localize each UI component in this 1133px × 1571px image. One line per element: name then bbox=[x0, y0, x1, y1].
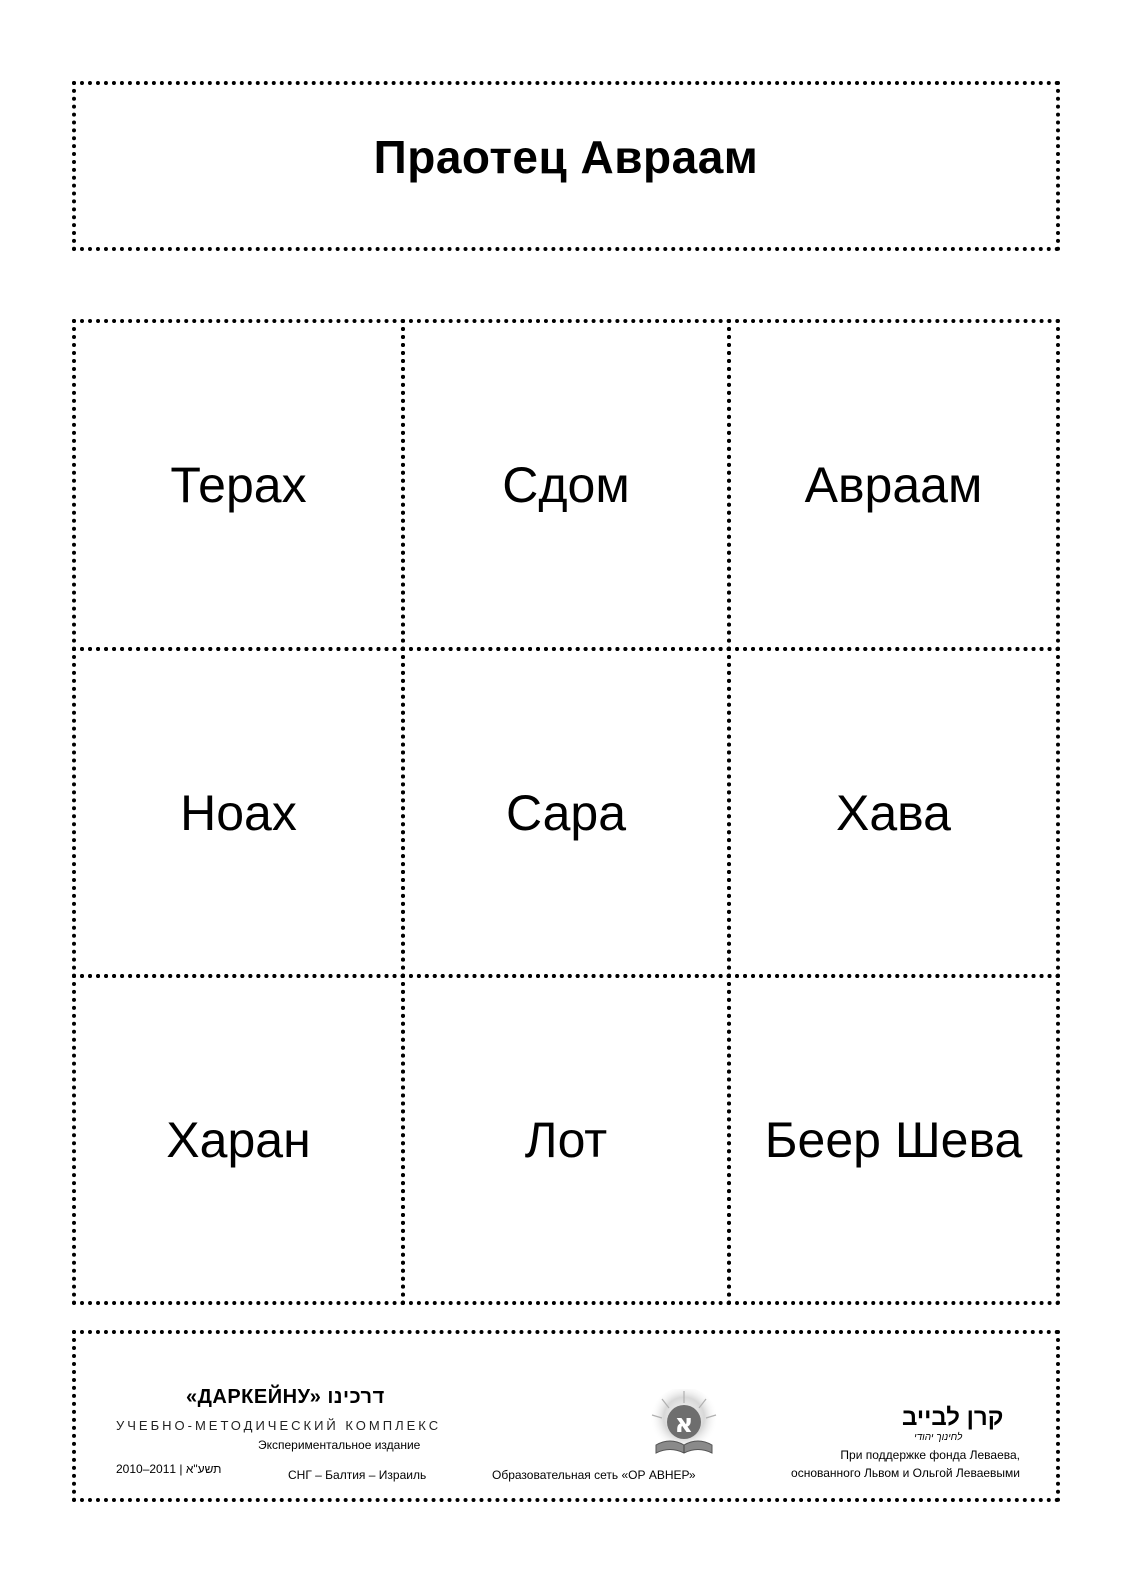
card bbox=[72, 647, 405, 978]
card-label: Хава bbox=[836, 784, 951, 841]
support-line: При поддержке фонда Леваева, bbox=[840, 1448, 1020, 1462]
card-label: Беер Шева bbox=[764, 1111, 1023, 1168]
card bbox=[401, 974, 731, 1305]
card-label: Лот bbox=[524, 1111, 608, 1168]
card-label: Авраам bbox=[804, 457, 983, 513]
card bbox=[727, 647, 1060, 978]
brand-region: СНГ – Балтия – Израиль bbox=[288, 1468, 427, 1482]
brand-title: «ДАРКЕЙНУ» דרכינו bbox=[186, 1386, 385, 1408]
or-avner-logo-icon bbox=[644, 1389, 724, 1459]
card-label: Харан bbox=[166, 1111, 311, 1168]
card-label: Сдом bbox=[502, 457, 630, 513]
card bbox=[727, 974, 1060, 1305]
card-label: Терах bbox=[170, 457, 307, 513]
card-label: Ноах bbox=[180, 784, 297, 841]
card bbox=[72, 974, 405, 1305]
brand-subtitle: УЧЕБНО-МЕТОДИЧЕСКИЙ КОМПЛЕКС bbox=[116, 1418, 442, 1433]
footer bbox=[72, 1330, 1060, 1502]
brand-year: 2010–2011 | תשע"א bbox=[116, 1462, 222, 1476]
card-grid bbox=[72, 319, 1060, 1305]
card bbox=[727, 319, 1060, 651]
card bbox=[72, 319, 405, 651]
network-name: Образовательная сеть «ОР АВНЕР» bbox=[492, 1468, 696, 1482]
brand-edition: Экспериментальное издание bbox=[258, 1438, 421, 1452]
page-title: Праотец Авраам bbox=[373, 131, 759, 183]
keren-logo-sub: לחינוך יהודי bbox=[914, 1432, 963, 1443]
card bbox=[401, 647, 731, 978]
svg-text:א: א bbox=[674, 1409, 694, 1439]
keren-logo: קרן לבייב bbox=[902, 1404, 1004, 1431]
card bbox=[401, 319, 731, 651]
support-line: основанного Львом и Ольгой Леваевыми bbox=[791, 1466, 1020, 1480]
title-box bbox=[72, 81, 1060, 251]
card-label: Сара bbox=[505, 784, 627, 841]
